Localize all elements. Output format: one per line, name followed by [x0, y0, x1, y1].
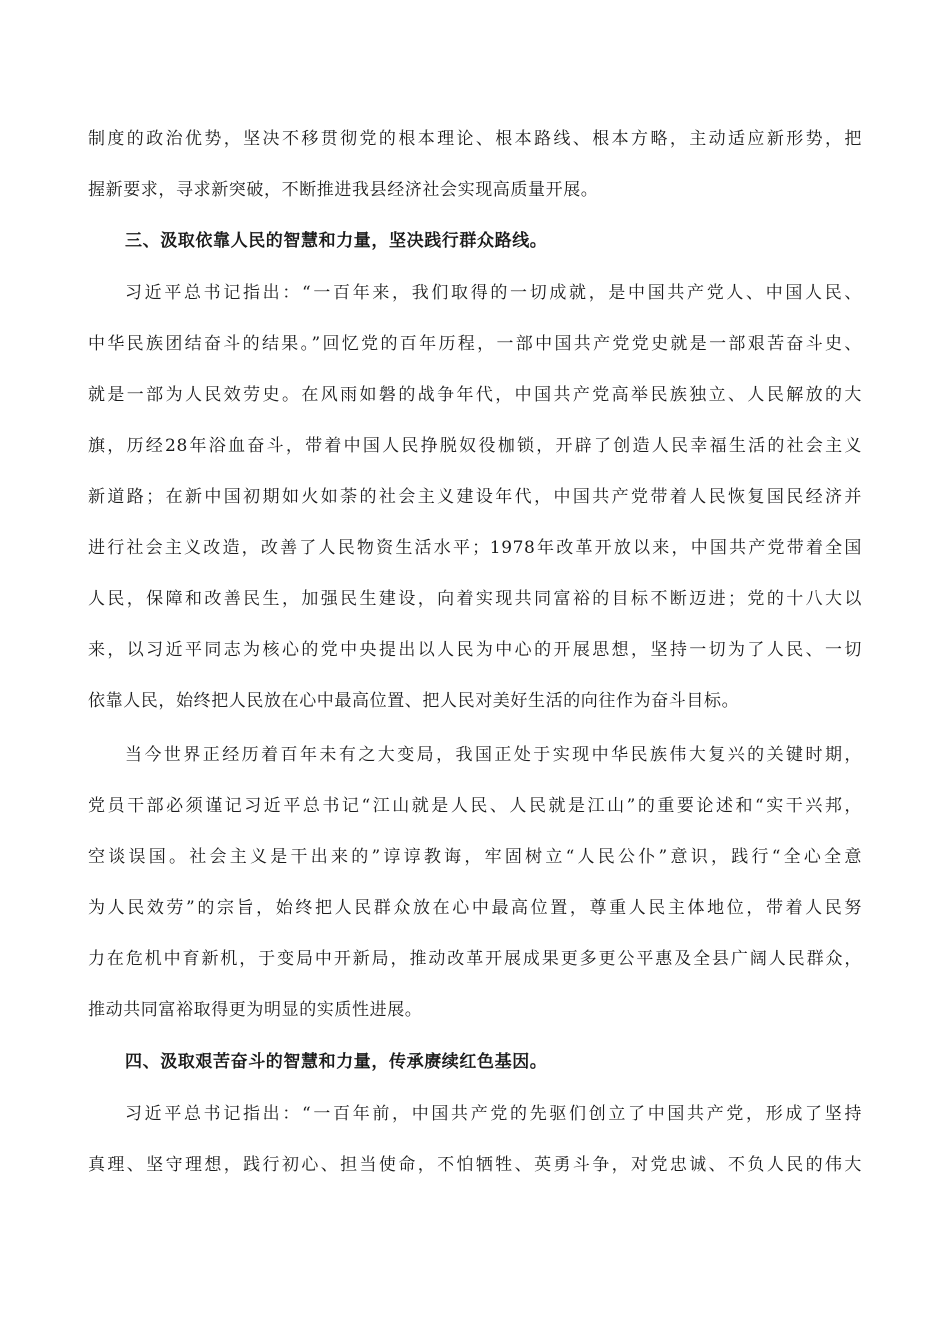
paragraph-line: 来，以习近平同志为核心的党中央提出以人民为中心的开展思想，坚持一切为了人民、一切 — [88, 640, 862, 660]
section-heading-3: 三、汲取依靠人民的智慧和力量，坚决践行群众路线。 — [125, 231, 548, 251]
paragraph-line: 力在危机中育新机，于变局中开新局，推动改革开展成果更多更公平惠及全县广阔人民群众， — [88, 949, 862, 969]
paragraph-line: 旗，历经28年浴血奋斗，带着中国人民挣脱奴役枷锁，开辟了创造人民幸福生活的社会主义 — [88, 436, 862, 456]
paragraph-line: 党员干部必须谨记习近平总书记“江山就是人民、人民就是江山”的重要论述和“实干兴邦， — [88, 796, 862, 816]
paragraph-line: 就是一部为人民效劳史。在风雨如磐的战争年代，中国共产党高举民族独立、人民解放的大 — [88, 385, 862, 405]
paragraph-line: 为人民效劳”的宗旨，始终把人民群众放在心中最高位置，尊重人民主体地位，带着人民努 — [88, 898, 862, 918]
paragraph-line: 推动共同富裕取得更为明显的实质性进展。 — [88, 1000, 423, 1020]
paragraph-line: 握新要求，寻求新突破，不断推进我县经济社会实现高质量开展。 — [88, 180, 599, 200]
paragraph-line: 新道路；在新中国初期如火如荼的社会主义建设年代，中国共产党带着人民恢复国民经济并 — [88, 487, 862, 507]
paragraph-line: 习近平总书记指出：“一百年前，中国共产党的先驱们创立了中国共产党，形成了坚持 — [125, 1104, 862, 1124]
section-heading-4: 四、汲取艰苦奋斗的智慧和力量，传承赓续红色基因。 — [125, 1052, 548, 1072]
paragraph-line: 依靠人民，始终把人民放在心中最高位置、把人民对美好生活的向往作为奋斗目标。 — [88, 691, 740, 711]
paragraph-line: 空谈误国。社会主义是干出来的”谆谆教诲，牢固树立“人民公仆”意识，践行“全心全意 — [88, 847, 862, 867]
paragraph-line: 进行社会主义改造，改善了人民物资生活水平；1978年改革开放以来，中国共产党带着全国 — [88, 538, 862, 558]
paragraph-line: 制度的政治优势，坚决不移贯彻党的根本理论、根本路线、根本方略，主动适应新形势，把 — [88, 129, 862, 149]
paragraph-line: 习近平总书记指出：“一百年来，我们取得的一切成就，是中国共产党人、中国人民、 — [125, 283, 862, 303]
paragraph-line: 真理、坚守理想，践行初心、担当使命，不怕牺牲、英勇斗争，对党忠诚、不负人民的伟大 — [88, 1155, 862, 1175]
paragraph-line: 中华民族团结奋斗的结果。”回忆党的百年历程，一部中国共产党党史就是一部艰苦奋斗史、 — [88, 334, 862, 354]
paragraph-line: 人民，保障和改善民生，加强民生建设，向着实现共同富裕的目标不断迈进；党的十八大以 — [88, 589, 862, 609]
paragraph-line: 当今世界正经历着百年未有之大变局，我国正处于实现中华民族伟大复兴的关键时期， — [125, 745, 862, 765]
